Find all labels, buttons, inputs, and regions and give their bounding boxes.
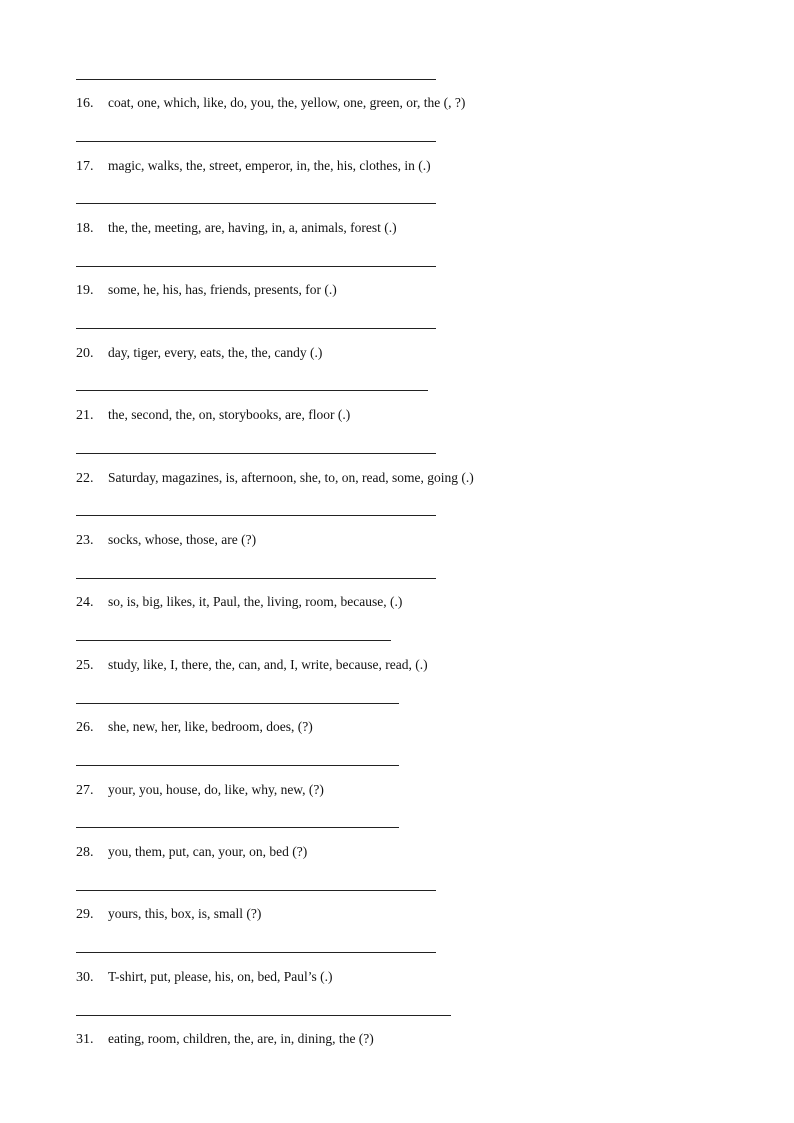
question-number: 24. [76, 595, 94, 610]
answer-line[interactable] [76, 141, 436, 142]
question-17 [76, 155, 431, 177]
answer-line[interactable] [76, 890, 436, 891]
question-number: 30. [76, 970, 94, 985]
question-number: 27. [76, 783, 94, 798]
question-number: 19. [76, 283, 94, 298]
answer-line[interactable] [76, 515, 436, 516]
answer-line[interactable] [76, 578, 436, 579]
question-words: the, the, meeting, are, having, in, a, animals, forest (.) [108, 220, 397, 235]
question-22 [76, 467, 474, 489]
question-28 [76, 841, 307, 863]
question-25 [76, 654, 428, 676]
question-words: day, tiger, every, eats, the, the, candy (.) [108, 345, 323, 360]
answer-line[interactable] [76, 765, 399, 766]
question-number: 16. [76, 96, 94, 111]
question-number: 29. [76, 907, 94, 922]
answer-line[interactable] [76, 952, 436, 953]
question-20 [76, 342, 322, 364]
answer-line[interactable] [76, 453, 436, 454]
question-26 [76, 716, 313, 738]
question-number: 21. [76, 408, 94, 423]
answer-line[interactable] [76, 79, 436, 80]
question-number: 28. [76, 845, 94, 860]
question-words: eating, room, children, the, are, in, dining, the (?) [108, 1031, 374, 1046]
question-words: the, second, the, on, storybooks, are, floor (.) [108, 407, 351, 422]
question-number: 25. [76, 658, 94, 673]
question-words: study, like, I, there, the, can, and, I, write, because, read, (.) [108, 657, 428, 672]
question-number: 31. [76, 1032, 94, 1047]
question-30 [76, 966, 332, 988]
question-24 [76, 591, 402, 613]
answer-line[interactable] [76, 703, 399, 704]
question-29 [76, 903, 261, 925]
question-words: so, is, big, likes, it, Paul, the, living, room, because, (.) [108, 594, 403, 609]
question-words: your, you, house, do, like, why, new, (?) [108, 782, 324, 797]
question-27 [76, 779, 324, 801]
question-number: 20. [76, 346, 94, 361]
answer-line[interactable] [76, 203, 436, 204]
question-words: some, he, his, has, friends, presents, for (.) [108, 282, 337, 297]
question-number: 18. [76, 221, 94, 236]
question-16 [76, 92, 465, 114]
question-words: magic, walks, the, street, emperor, in, the, his, clothes, in (.) [108, 158, 431, 173]
question-words: socks, whose, those, are (?) [108, 532, 257, 547]
question-18 [76, 217, 397, 239]
question-number: 26. [76, 720, 94, 735]
answer-line[interactable] [76, 1015, 451, 1016]
answer-line[interactable] [76, 827, 399, 828]
question-number: 17. [76, 159, 94, 174]
answer-line[interactable] [76, 390, 428, 391]
question-31 [76, 1028, 374, 1050]
answer-line[interactable] [76, 640, 391, 641]
question-words: you, them, put, can, your, on, bed (?) [108, 844, 308, 859]
question-words: yours, this, box, is, small (?) [108, 906, 262, 921]
answer-line[interactable] [76, 328, 436, 329]
question-words: she, new, her, like, bedroom, does, (?) [108, 719, 313, 734]
question-number: 23. [76, 533, 94, 548]
question-21 [76, 404, 350, 426]
question-words: T-shirt, put, please, his, on, bed, Paul’s (.) [108, 969, 333, 984]
answer-line[interactable] [76, 266, 436, 267]
question-number: 22. [76, 471, 94, 486]
question-19 [76, 279, 337, 301]
question-23 [76, 529, 256, 551]
question-words: Saturday, magazines, is, afternoon, she, to, on, read, some, going (.) [108, 470, 474, 485]
question-words: coat, one, which, like, do, you, the, yellow, one, green, or, the (, ?) [108, 95, 466, 110]
